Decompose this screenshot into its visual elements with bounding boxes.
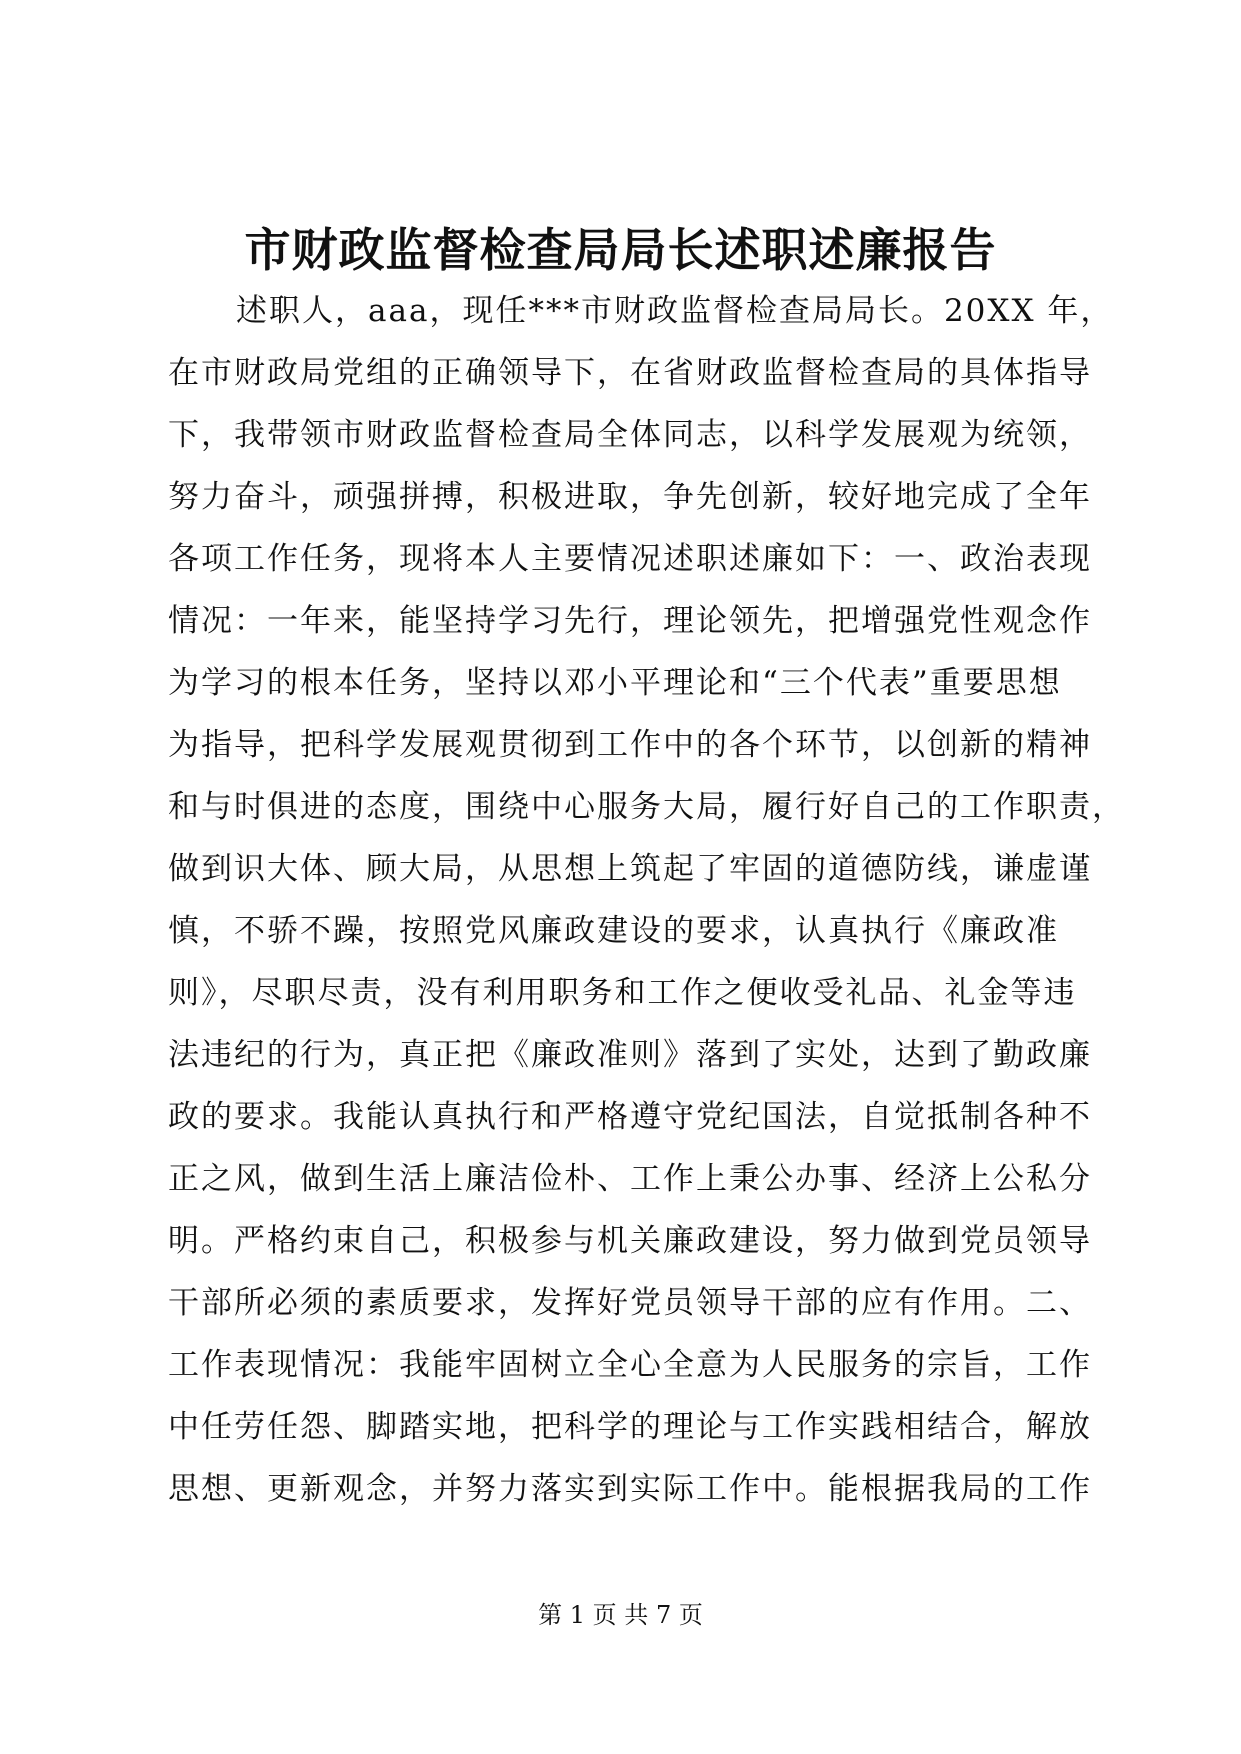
body-line: 做到识大体、顾大局，从思想上筑起了牢固的道德防线，谦虚谨 [168,851,1092,887]
body-line: 和与时俱进的态度，围绕中心服务大局，履行好自己的工作职责， [168,789,1125,825]
body-line: 在市财政局党组的正确领导下，在省财政监督检查局的具体指导 [168,355,1092,391]
body-line: 政的要求。我能认真执行和严格遵守党纪国法，自觉抵制各种不 [168,1099,1092,1135]
body-line: 述职人，aaa，现任***市财政监督检查局局长。20XX 年， [236,293,1114,329]
page-number: 第 1 页 共 7 页 [538,1601,703,1629]
body-line: 为指导，把科学发展观贯彻到工作中的各个环节，以创新的精神 [168,727,1092,763]
document-title: 市财政监督检查局局长述职述廉报告 [244,223,997,277]
body-line: 慎，不骄不躁，按照党风廉政建设的要求，认真执行《廉政准 [168,913,1059,949]
body-line: 则》，尽职尽责，没有利用职务和工作之便收受礼品、礼金等违 [168,975,1077,1011]
body-line: 各项工作任务，现将本人主要情况述职述廉如下：一、政治表现 [168,541,1092,577]
body-line: 正之风，做到生活上廉洁俭朴、工作上秉公办事、经济上公私分 [168,1161,1092,1197]
body-line: 明。严格约束自己，积极参与机关廉政建设，努力做到党员领导 [168,1223,1092,1259]
body-line: 中任劳任怨、脚踏实地，把科学的理论与工作实践相结合，解放 [168,1409,1092,1445]
body-line: 干部所必须的素质要求，发挥好党员领导干部的应有作用。二、 [168,1285,1092,1321]
body-line: 下，我带领市财政监督检查局全体同志，以科学发展观为统领， [168,417,1092,453]
body-line: 思想、更新观念，并努力落实到实际工作中。能根据我局的工作 [168,1471,1092,1507]
body-line: 法违纪的行为，真正把《廉政准则》落到了实处，达到了勤政廉 [168,1037,1092,1073]
document-body [168,280,1125,1520]
body-line: 努力奋斗，顽强拼搏，积极进取，争先创新，较好地完成了全年 [168,479,1092,515]
body-line: 为学习的根本任务，坚持以邓小平理论和“三个代表”重要思想 [168,665,1062,701]
body-line: 情况：一年来，能坚持学习先行，理论领先，把增强党性观念作 [168,603,1092,639]
body-line: 工作表现情况：我能牢固树立全心全意为人民服务的宗旨，工作 [168,1347,1092,1383]
page-footer [0,1600,1241,1630]
